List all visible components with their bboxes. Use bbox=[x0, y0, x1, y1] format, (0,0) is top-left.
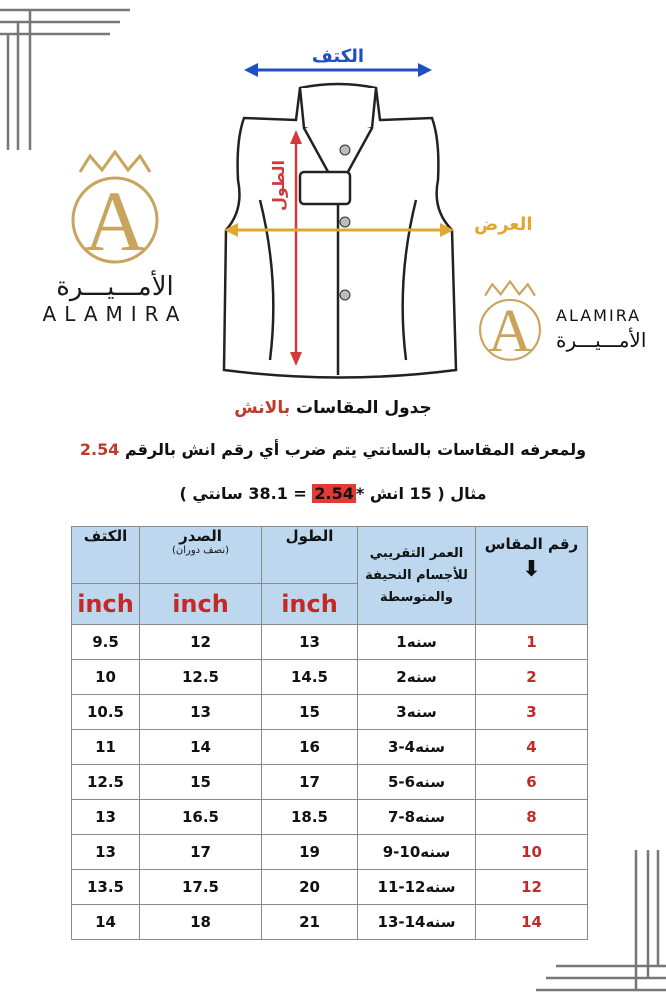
unit-length: inch bbox=[262, 584, 358, 625]
cell-shoulder: 10.5 bbox=[72, 695, 140, 730]
cell-chest: 15 bbox=[140, 765, 262, 800]
table-row bbox=[72, 905, 588, 940]
unit-chest: inch bbox=[140, 584, 262, 625]
cell-size: 10 bbox=[476, 835, 588, 870]
cell-length: 19 bbox=[262, 835, 358, 870]
svg-text:A: A bbox=[487, 297, 533, 364]
header-size: رقم المقاس ⬇ bbox=[476, 527, 588, 625]
chart-title: جدول المقاسات بالانش bbox=[234, 398, 432, 418]
cell-size: 6 bbox=[476, 765, 588, 800]
cell-age: 3-4سنه bbox=[358, 730, 476, 765]
cell-size: 8 bbox=[476, 800, 588, 835]
brand-name-english-small: ALAMIRA bbox=[556, 306, 642, 325]
cell-size: 4 bbox=[476, 730, 588, 765]
cell-size: 1 bbox=[476, 625, 588, 660]
cell-chest: 12.5 bbox=[140, 660, 262, 695]
cell-age: 2سنه bbox=[358, 660, 476, 695]
crown-a-icon-small bbox=[470, 280, 550, 364]
header-age: العمر التقريبي للأجسام النحيفة والمتوسطة bbox=[358, 527, 476, 625]
cell-age: 11-12سنه bbox=[358, 870, 476, 905]
cell-shoulder: 11 bbox=[72, 730, 140, 765]
cell-chest: 17 bbox=[140, 835, 262, 870]
header-chest: الصدر (نصف دوران) bbox=[140, 527, 262, 584]
cell-shoulder: 14 bbox=[72, 905, 140, 940]
cell-shoulder: 13.5 bbox=[72, 870, 140, 905]
unit-shoulder: inch bbox=[72, 584, 140, 625]
shoulder-label: الكتف bbox=[311, 46, 365, 67]
cell-chest: 14 bbox=[140, 730, 262, 765]
cell-age: 7-8سنه bbox=[358, 800, 476, 835]
cell-length: 20 bbox=[262, 870, 358, 905]
cell-length: 14.5 bbox=[262, 660, 358, 695]
vest-diagram bbox=[200, 40, 470, 390]
brand-name-english: ALAMIRA bbox=[42, 302, 188, 326]
cell-age: 13-14سنه bbox=[358, 905, 476, 940]
cell-shoulder: 10 bbox=[72, 660, 140, 695]
down-arrow-icon: ⬇ bbox=[522, 557, 541, 582]
header-length: الطول bbox=[262, 527, 358, 584]
table-row bbox=[72, 765, 588, 800]
cell-age: 9-10سنه bbox=[358, 835, 476, 870]
cell-chest: 16.5 bbox=[140, 800, 262, 835]
cell-length: 21 bbox=[262, 905, 358, 940]
cell-size: 3 bbox=[476, 695, 588, 730]
table-row bbox=[72, 800, 588, 835]
cell-chest: 18 bbox=[140, 905, 262, 940]
cell-length: 15 bbox=[262, 695, 358, 730]
cell-shoulder: 9.5 bbox=[72, 625, 140, 660]
brand-logo-left bbox=[40, 150, 190, 326]
brand-name-arabic-small: الأمـــيـــرة bbox=[556, 328, 647, 352]
size-table bbox=[71, 526, 588, 940]
cell-chest: 13 bbox=[140, 695, 262, 730]
crown-a-icon bbox=[60, 150, 170, 268]
svg-text:A: A bbox=[83, 173, 147, 268]
table-row bbox=[72, 660, 588, 695]
table-row bbox=[72, 695, 588, 730]
cell-age: 3سنه bbox=[358, 695, 476, 730]
table-row bbox=[72, 730, 588, 765]
conversion-example: مثال ( 15 انش *2.54 = 38.1 سانتي ) bbox=[179, 484, 487, 503]
conversion-note: ولمعرفه المقاسات بالسانتي يتم ضرب أي رقم انش بالرقم 2.54 bbox=[79, 440, 587, 459]
brand-name-arabic: الأمـــيـــرة bbox=[56, 272, 174, 302]
cell-length: 13 bbox=[262, 625, 358, 660]
width-label: العرض bbox=[474, 214, 533, 235]
cell-shoulder: 13 bbox=[72, 835, 140, 870]
table-row bbox=[72, 835, 588, 870]
cell-size: 2 bbox=[476, 660, 588, 695]
corner-lines-top-left bbox=[0, 0, 150, 150]
cell-length: 18.5 bbox=[262, 800, 358, 835]
cell-chest: 12 bbox=[140, 625, 262, 660]
cell-age: 1سنه bbox=[358, 625, 476, 660]
table-row bbox=[72, 870, 588, 905]
header-shoulder: الكتف bbox=[72, 527, 140, 584]
cell-size: 12 bbox=[476, 870, 588, 905]
cell-length: 17 bbox=[262, 765, 358, 800]
length-label: الطول bbox=[269, 160, 288, 211]
cell-age: 5-6سنه bbox=[358, 765, 476, 800]
cell-shoulder: 13 bbox=[72, 800, 140, 835]
cell-shoulder: 12.5 bbox=[72, 765, 140, 800]
cell-length: 16 bbox=[262, 730, 358, 765]
cell-chest: 17.5 bbox=[140, 870, 262, 905]
cell-size: 14 bbox=[476, 905, 588, 940]
table-row bbox=[72, 625, 588, 660]
